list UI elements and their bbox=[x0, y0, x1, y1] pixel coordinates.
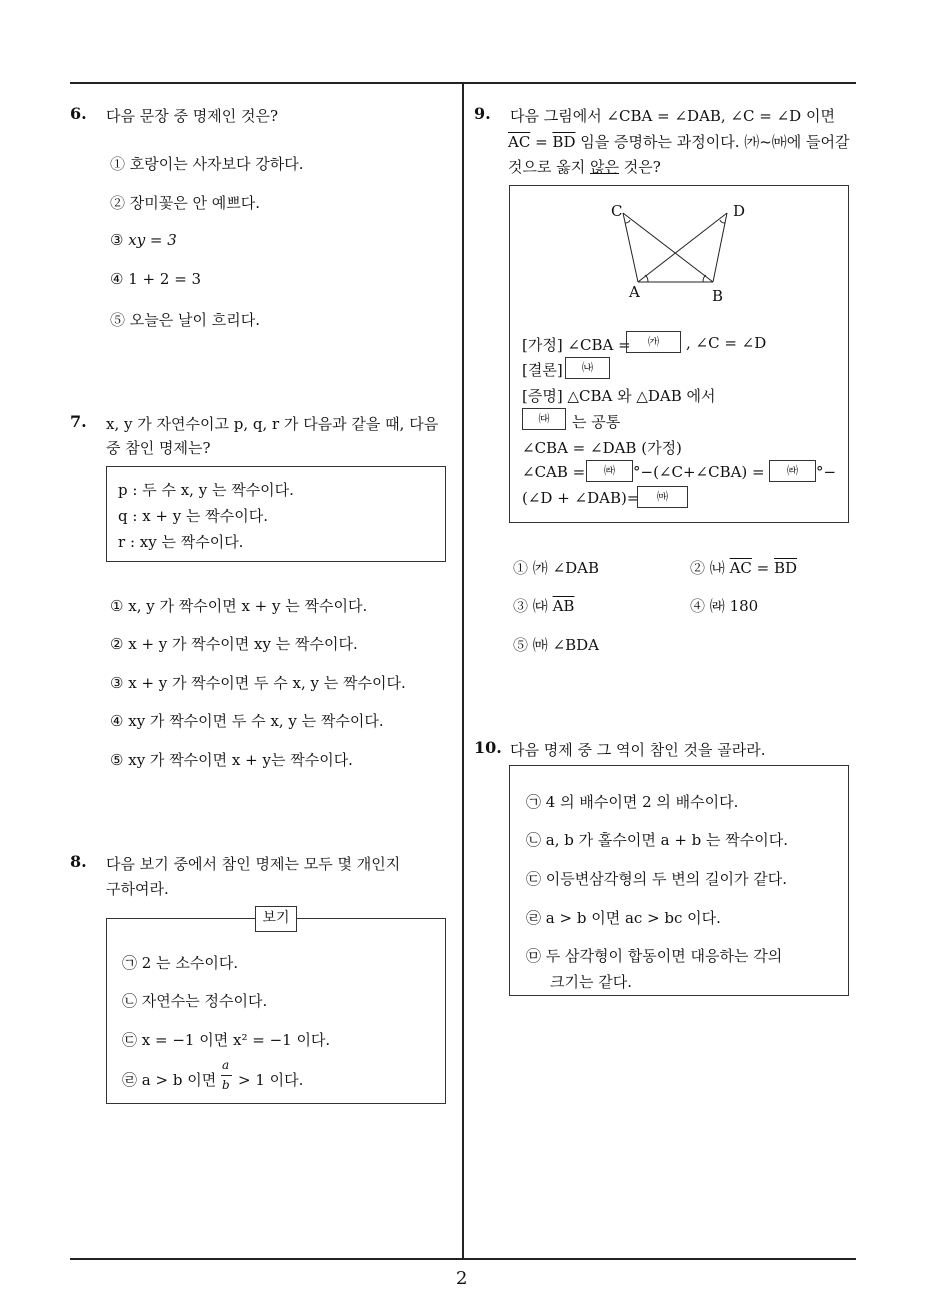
choice-4[interactable] bbox=[110, 270, 201, 288]
choice-mark: ② bbox=[110, 635, 124, 653]
condition-q: q : x + y 는 짝수이다. bbox=[118, 507, 268, 525]
choice-text: 장미꽃은 안 예쁘다. bbox=[129, 194, 261, 212]
question-number: 7. bbox=[70, 412, 87, 431]
fraction-denominator: b bbox=[222, 1078, 230, 1092]
proof-conclusion: [결론] bbox=[522, 361, 563, 379]
fraction-bar bbox=[221, 1075, 232, 1076]
choice-2[interactable] bbox=[110, 633, 358, 654]
item-text: 두 삼각형이 합동이면 대응하는 각의 bbox=[545, 947, 783, 965]
proof-cba-line: ∠CBA = ∠DAB (가정) bbox=[522, 439, 682, 457]
question-number: 10. bbox=[474, 738, 502, 757]
choice-mark: ① bbox=[110, 597, 124, 615]
choice-mark: ④ bbox=[110, 270, 124, 288]
choice-1[interactable] bbox=[110, 595, 367, 616]
bogi-label: 보기 bbox=[255, 906, 297, 932]
item-mark: ㉡ bbox=[526, 831, 542, 849]
choice-text: 호랑이는 사자보다 강하다. bbox=[129, 155, 304, 173]
segment-da bbox=[638, 213, 727, 282]
bogi-item-2 bbox=[122, 990, 267, 1011]
choice-text: 오늘은 날이 흐리다. bbox=[129, 311, 261, 329]
item-mark: ㉤ bbox=[526, 947, 542, 965]
item-mark: ㉣ bbox=[122, 1071, 138, 1089]
item-mark: ㉠ bbox=[526, 793, 542, 811]
segment-bd: $\overline{BD}$ bbox=[552, 133, 576, 151]
item-mark: ㉢ bbox=[122, 1031, 138, 1049]
question-stem-line2: $\overline{AC} = \overline{BD}$ 임을 증명하는 과정이다. ㈎~㈒에 들어갈 bbox=[508, 133, 850, 151]
choice-5[interactable] bbox=[513, 634, 599, 655]
emphasis-not: 않은 bbox=[590, 158, 619, 176]
item-text: a > b 이면 ac > bc 이다. bbox=[545, 909, 721, 927]
choice-mark: ⑤ bbox=[110, 311, 126, 329]
choice-mark: ② bbox=[110, 194, 126, 212]
choice-text: xy = 3 bbox=[128, 231, 177, 249]
segment-bd: $\overline{BD}$ bbox=[774, 559, 798, 577]
item-text: 2 는 소수이다. bbox=[141, 954, 239, 972]
vertex-label-d: D bbox=[733, 202, 746, 220]
choice-mark: ④ bbox=[690, 597, 706, 615]
proof-given-rest: , ∠C = ∠D bbox=[686, 334, 767, 352]
segment-ac: $\overline{AC}$ bbox=[729, 559, 752, 577]
choice-mark: ② bbox=[690, 559, 706, 577]
statement-1[interactable] bbox=[526, 791, 738, 812]
question-stem-line3: 것으로 옳지 않은 것은? bbox=[508, 158, 661, 176]
question-number: 8. bbox=[70, 852, 87, 871]
choice-2[interactable]: ② ㈏ $\overline{AC} = \overline{BD}$ bbox=[690, 559, 798, 577]
statement-2[interactable] bbox=[526, 829, 788, 850]
item-mark: ㉡ bbox=[122, 992, 138, 1010]
question-stem: 다음 문장 중 명제인 것은? bbox=[106, 107, 279, 125]
question-stem-cont: 중 참인 명제는? bbox=[106, 439, 211, 457]
choice-text: ㈒ ∠BDA bbox=[532, 636, 600, 654]
choice-2[interactable] bbox=[110, 192, 260, 213]
choice-1[interactable] bbox=[110, 153, 304, 174]
choice-1[interactable] bbox=[513, 557, 599, 578]
vertex-label-a: A bbox=[629, 283, 640, 301]
choice-4[interactable] bbox=[690, 595, 758, 616]
proof-cab-mid: °−(∠C+∠CBA) = bbox=[633, 463, 765, 481]
condition-r: r : xy 는 짝수이다. bbox=[118, 533, 244, 551]
choice-text: xy 가 짝수이면 x + y는 짝수이다. bbox=[128, 751, 353, 769]
question-number: 6. bbox=[70, 104, 87, 123]
bottom-rule bbox=[70, 1258, 856, 1260]
choice-text: 1 + 2 = 3 bbox=[128, 270, 202, 288]
choice-text: ㈑ 180 bbox=[709, 597, 759, 615]
proof-start: [증명] △CBA 와 △DAB 에서 bbox=[522, 387, 716, 405]
segment-ac: $\overline{AC}$ bbox=[508, 133, 531, 151]
item-text: 이등변삼각형의 두 변의 길이가 같다. bbox=[545, 870, 787, 888]
choice-text: xy 가 짝수이면 두 수 x, y 는 짝수이다. bbox=[128, 712, 384, 730]
item-text: a, b 가 홀수이면 a + b 는 짝수이다. bbox=[545, 831, 789, 849]
proof-cab-start: ∠CAB = bbox=[522, 463, 586, 481]
choice-text: x, y 가 짝수이면 x + y 는 짝수이다. bbox=[128, 597, 368, 615]
item-text-post: > 1 이다. bbox=[238, 1071, 304, 1089]
choice-text: ㈎ ∠DAB bbox=[532, 559, 600, 577]
choice-mark: ① bbox=[110, 155, 126, 173]
question-stem: x, y 가 자연수이고 p, q, r 가 다음과 같을 때, 다음 bbox=[106, 415, 439, 433]
item-text-pre: a > b 이면 bbox=[141, 1071, 217, 1089]
choice-3[interactable] bbox=[513, 595, 574, 616]
proof-cab-end: °− bbox=[816, 463, 837, 481]
angle-mark-c bbox=[625, 220, 630, 223]
item-mark: ㉢ bbox=[526, 870, 542, 888]
bogi-item-4 bbox=[122, 1069, 216, 1090]
choice-mark: ③ bbox=[513, 597, 529, 615]
condition-p: p : 두 수 x, y 는 짝수이다. bbox=[118, 481, 294, 499]
item-mark: ㉣ bbox=[526, 909, 542, 927]
column-divider bbox=[462, 82, 464, 1258]
blank-ra-1: ㈑ bbox=[586, 460, 633, 482]
segment-cb bbox=[623, 213, 713, 282]
statement-5[interactable] bbox=[526, 945, 782, 966]
blank-ga: ㈎ bbox=[626, 331, 681, 353]
blank-da: ㈐ bbox=[522, 408, 566, 430]
choice-text: x + y 가 짝수이면 xy 는 짝수이다. bbox=[128, 635, 358, 653]
choice-3[interactable] bbox=[110, 231, 177, 249]
page-number: 2 bbox=[456, 1268, 468, 1289]
statement-3[interactable] bbox=[526, 868, 787, 889]
choice-label: ㈐ bbox=[532, 597, 548, 615]
item-mark: ㉠ bbox=[122, 954, 138, 972]
proof-common: 는 공통 bbox=[572, 413, 621, 431]
bogi-item-3 bbox=[122, 1029, 330, 1050]
angle-mark-d bbox=[720, 220, 725, 223]
choice-mark: ① bbox=[513, 559, 529, 577]
bogi-item-1 bbox=[122, 952, 238, 973]
choice-mark: ⑤ bbox=[110, 751, 124, 769]
choice-text: x + y 가 짝수이면 두 수 x, y 는 짝수이다. bbox=[128, 674, 406, 692]
segment-ab: $\overline{AB}$ bbox=[552, 597, 575, 615]
question-stem: 다음 명제 중 그 역이 참인 것을 골라라. bbox=[510, 741, 766, 759]
question-stem: 다음 보기 중에서 참인 명제는 모두 몇 개인지 bbox=[106, 855, 401, 873]
vertex-label-c: C bbox=[611, 202, 623, 220]
choice-4[interactable] bbox=[110, 710, 384, 731]
proof-given: [가정] ∠CBA = bbox=[522, 336, 631, 354]
item-text: 자연수는 정수이다. bbox=[141, 992, 268, 1010]
choice-label: ㈏ bbox=[709, 559, 725, 577]
choice-mark: ③ bbox=[110, 674, 124, 692]
blank-ma: ㈒ bbox=[637, 486, 688, 508]
fraction-numerator: a bbox=[222, 1058, 230, 1072]
choice-5[interactable] bbox=[110, 309, 260, 330]
choice-mark: ⑤ bbox=[513, 636, 529, 654]
blank-ra-2: ㈑ bbox=[769, 460, 816, 482]
question-stem-cont: 구하여라. bbox=[106, 880, 169, 898]
choice-mark: ④ bbox=[110, 712, 124, 730]
item-text: x = −1 이면 x² = −1 이다. bbox=[141, 1031, 331, 1049]
blank-na: ㈏ bbox=[565, 357, 610, 379]
question-stem: 다음 그림에서 ∠CBA = ∠DAB, ∠C = ∠D 이면 bbox=[510, 107, 835, 125]
choice-3[interactable] bbox=[110, 672, 406, 693]
statement-4[interactable] bbox=[526, 907, 721, 928]
question-number: 9. bbox=[474, 104, 491, 123]
proof-last-line: (∠D + ∠DAB)= bbox=[522, 489, 640, 507]
statement-5-cont: 크기는 같다. bbox=[550, 973, 632, 991]
choice-mark: ③ bbox=[110, 231, 124, 249]
choice-5[interactable] bbox=[110, 749, 353, 770]
vertex-label-b: B bbox=[712, 287, 724, 305]
item-text: 4 의 배수이면 2 의 배수이다. bbox=[545, 793, 739, 811]
